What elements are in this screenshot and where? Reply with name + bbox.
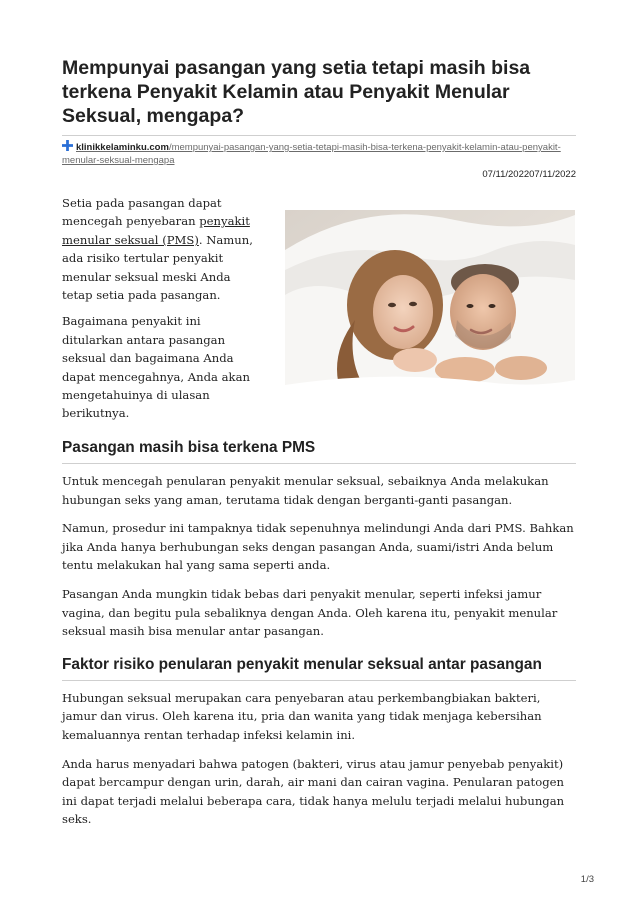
section-heading: Pasangan masih bisa terkena PMS — [62, 439, 316, 456]
source-path: /mempunyai-pasangan-yang-setia-tetapi-masih-bisa-terkena-penyakit-kelamin-atau-penyakit-menular-seksual-mengapa — [62, 142, 561, 166]
title-divider — [62, 135, 576, 136]
source-url-link[interactable] — [62, 142, 561, 166]
section-divider — [62, 680, 576, 681]
section-paragraph: Hubungan seksual merupakan cara penyebaran atau perkembangbiakan bakteri, jamur dan virus. Oleh karena itu, pria dan wanita yang tidak menjaga kebersihan kemaluannya rentan terhadap infeksi kelamin ini. — [62, 690, 542, 742]
couple-photo — [285, 210, 575, 403]
section-paragraph: Untuk mencegah penularan penyakit menular seksual, sebaiknya Anda melakukan hubungan seks yang aman, terutama tidak dengan berganti-ganti pasangan. — [62, 474, 549, 507]
section-heading: Faktor risiko penularan penyakit menular seksual antar pasangan — [62, 655, 542, 673]
section-risk-factors — [62, 655, 576, 829]
publish-date: 07/11/202207/11/2022 — [482, 169, 576, 180]
site-favicon-icon — [62, 140, 73, 151]
section-paragraph: Namun, prosedur ini tampaknya tidak sepenuhnya melindungi Anda dari PMS. Bahkan jika Anda hanya berhubungan seks dengan pasangan Anda, suami/istri Anda belum tentu melakukan hal yang sama seperti anda. — [62, 521, 574, 573]
intro-paragraph-2: Bagaimana penyakit ini ditularkan antara pasangan seksual dan bagaimana Anda dapat mencegahnya, Anda akan mengetahuinya di ulasan berikutnya. — [62, 314, 250, 421]
article-title: Mempunyai pasangan yang setia tetapi masih bisa terkena Penyakit Kelamin atau Penyakit Menular Seksual, mengapa? — [62, 57, 531, 127]
intro-text — [62, 194, 260, 423]
section-divider — [62, 463, 576, 464]
page-number: 1/3 — [580, 874, 594, 885]
couple-photo-illustration — [285, 210, 575, 403]
section-paragraph: Anda harus menyadari bahwa patogen (bakteri, virus atau jamur penyebab penyakit) dapat bercampur dengan urin, darah, air mani dan cairan vagina. Penularan patogen ini dapat terjadi melalui beberapa cara, tidak hanya melulu terjadi melalui hubungan seks. — [62, 756, 565, 827]
intro-block — [62, 194, 576, 426]
article-page — [62, 56, 576, 839]
source-link — [62, 140, 576, 167]
pms-link[interactable]: penyakit menular seksual (PMS) — [62, 214, 250, 247]
source-domain: klinikkelaminku.com — [76, 142, 169, 153]
intro-paragraph-1: Setia pada pasangan dapat mencegah penyebaran penyakit menular seksual (PMS). Namun, ada risiko tertular penyakit menular seksual meski Anda tetap setia pada pasangan. — [62, 196, 253, 303]
section-pms-risk — [62, 438, 576, 641]
section-paragraph: Pasangan Anda mungkin tidak bebas dari penyakit menular, seperti infeksi jamur vagina, dan begitu pula sebaliknya dengan Anda. Oleh karena itu, penyakit menular seksual masih bisa menular antar pasangan. — [62, 586, 558, 639]
